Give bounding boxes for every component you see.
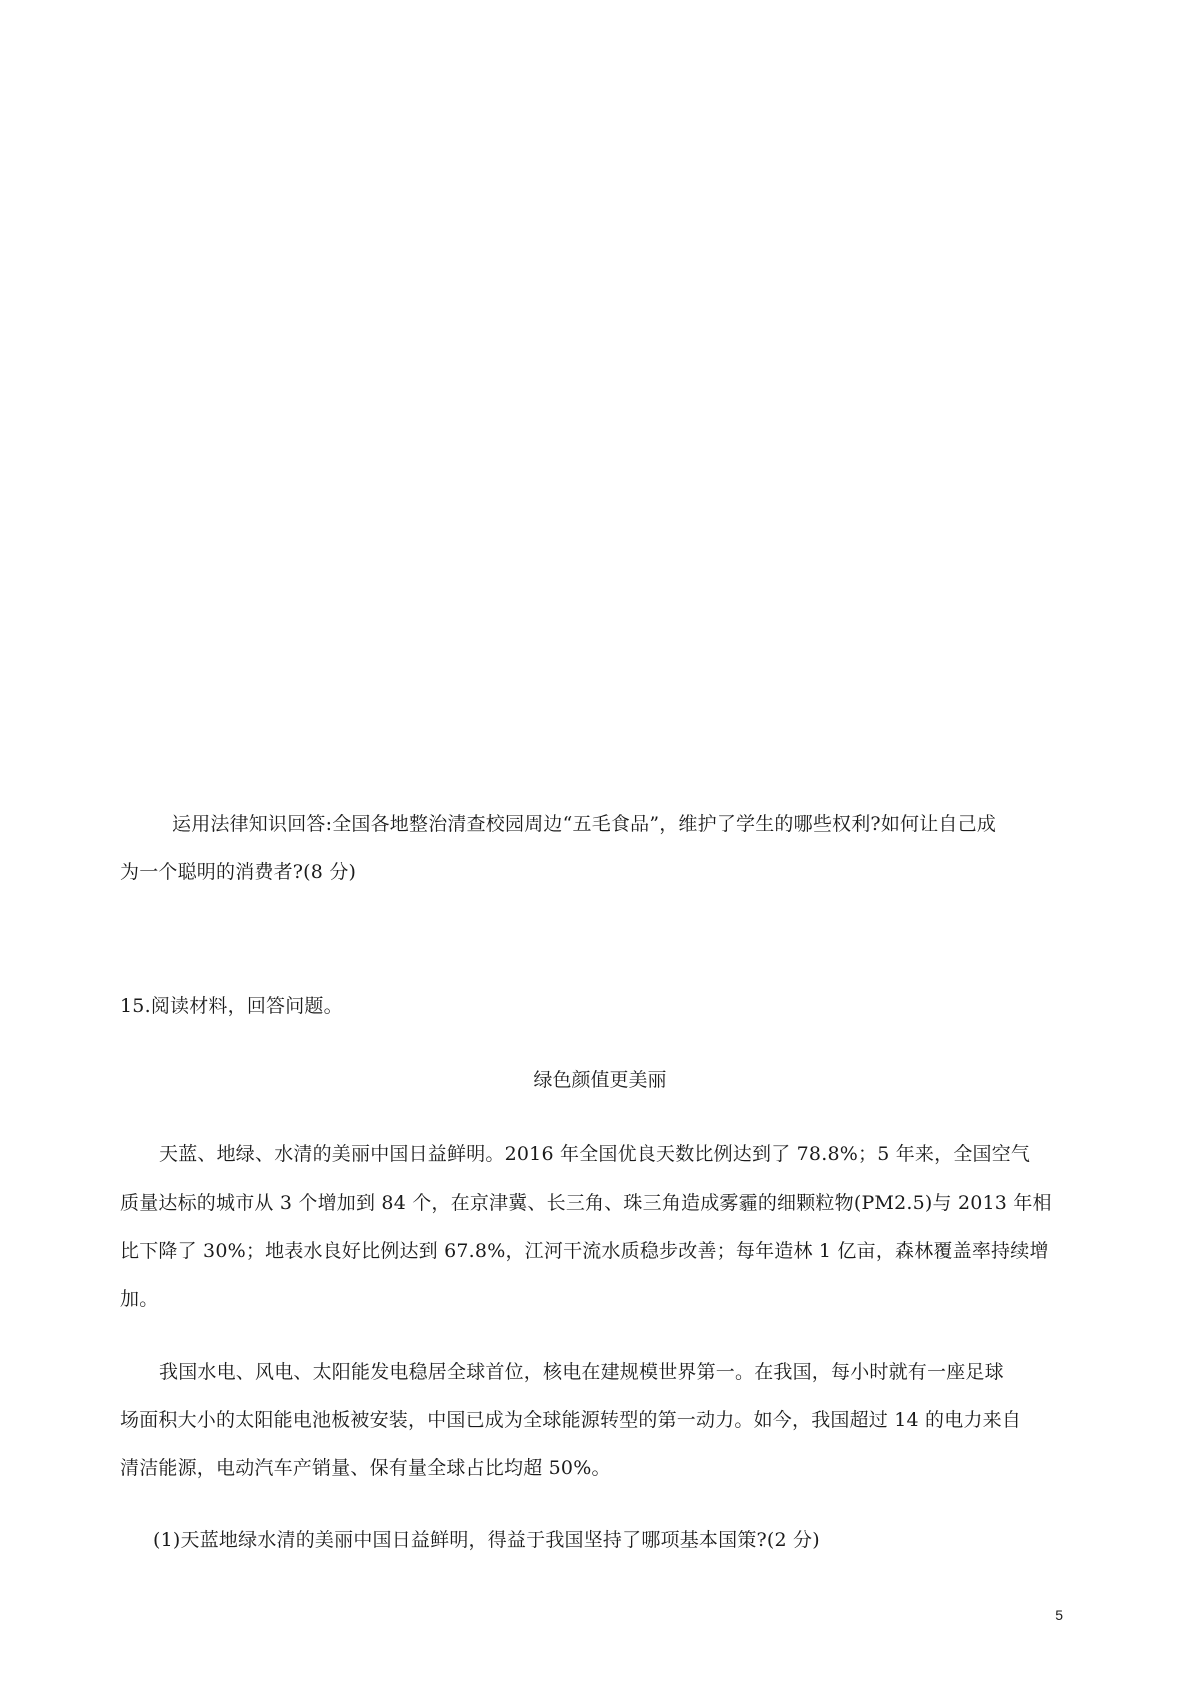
question-15-header: 15.阅读材料，回答问题。: [120, 995, 343, 1017]
sub-question-1: (1)天蓝地绿水清的美丽中国日益鲜明，得益于我国坚持了哪项基本国策?(2 分): [153, 1529, 820, 1551]
page-number: 5: [1055, 1607, 1063, 1623]
paragraph-1-line-1: 天蓝、地绿、水清的美丽中国日益鲜明。2016 年全国优良天数比例达到了 78.8%；5 年来，全国空气: [159, 1143, 1031, 1165]
question-14-line-2: 为一个聪明的消费者?(8 分): [120, 861, 357, 883]
paragraph-1-line-2: 质量达标的城市从 3 个增加到 84 个，在京津冀、长三角、珠三角造成雾霾的细颗粒物(PM2.5)与 2013 年相: [120, 1192, 1052, 1214]
paragraph-2-line-2: 场面积大小的太阳能电池板被安装，中国已成为全球能源转型的第一动力。如今，我国超过 14 的电力来自: [120, 1409, 1022, 1431]
paragraph-2-line-3: 清洁能源，电动汽车产销量、保有量全球占比均超 50%。: [120, 1457, 611, 1479]
paragraph-1-line-3: 比下降了 30%；地表水良好比例达到 67.8%，江河干流水质稳步改善；每年造林 1 亿亩，森林覆盖率持续增: [120, 1240, 1049, 1262]
paragraph-1-line-4: 加。: [120, 1288, 159, 1310]
question-14-line-1: 运用法律知识回答:全国各地整治清查校园周边“五毛食品”，维护了学生的哪些权利?如何让自己成: [172, 813, 997, 835]
paragraph-2-line-1: 我国水电、风电、太阳能发电稳居全球首位，核电在建规模世界第一。在我国，每小时就有一座足球: [159, 1361, 1004, 1383]
material-title: 绿色颜值更美丽: [533, 1069, 667, 1091]
